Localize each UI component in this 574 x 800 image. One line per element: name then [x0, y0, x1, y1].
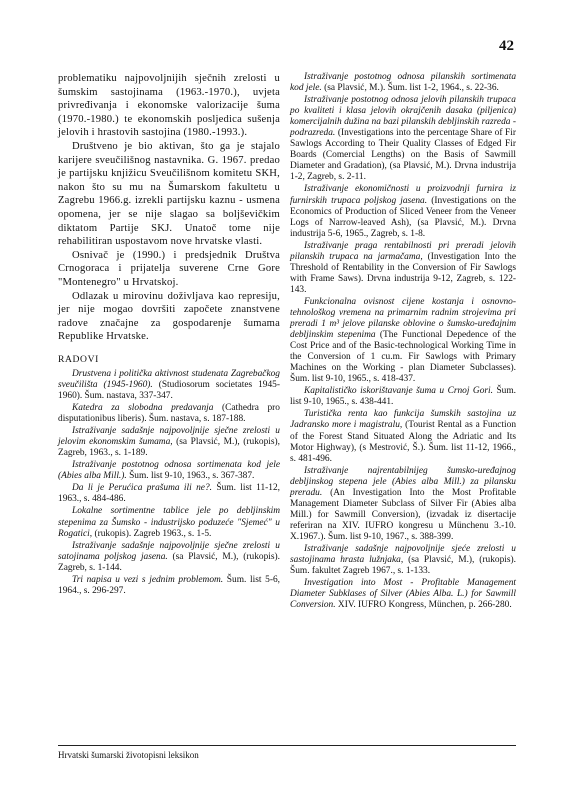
work-entry — [58, 541, 280, 574]
work-entry — [58, 506, 280, 539]
work-details: (Investigations on the Economics of Production of Sliced Veneer from the Veneer Logs of Narrow-leaved Ash), (sa Plavsić, M.). Drvna industrija 5-6, 1965., Zagreb, s. 1-8. — [290, 195, 516, 239]
work-details: (Tourist Rental as a Function of the Forest Stand Situated Along the Adriatic and Its Motor Highway), (s Mestrović, Š.). Šum. list 11-12, 1966., s. 481-496. — [290, 420, 517, 464]
work-title: Turistička renta kao funkcija šumskih sastojina uz Jadransko more i magistralu, — [290, 409, 516, 431]
page-number: 42 — [499, 38, 514, 54]
work-title: Istraživanje sadašnje najpovoljnije sjeće zrelosti u sastojinama hrasta lužnjaka, — [290, 543, 516, 566]
work-details: (Investigations into the percentage Share of Fir Sawlogs According to Their Quality Classes of Edged Fir Boards (Comercial Lengths) on the Basis of Sawmill Diameter and Gradation), (sa Plavsić, M.). Drvna industrija 1-2, Zagreb, s. 2-11. — [290, 128, 516, 183]
works-list-left — [58, 369, 280, 597]
work-title: Investigation into Most - Profitable Management Diameter Subklases of Silver (Abies Alba. L.) for Sawmill Conversion. — [290, 578, 516, 611]
work-entry — [58, 483, 280, 505]
left-column — [58, 72, 280, 598]
work-entry — [58, 575, 280, 597]
work-details: (Cathedra pro disputationibus liberis). Šum. nastava, s. 187-188. — [58, 403, 280, 425]
work-title: Istraživanje praga rentabilnosti pri preradi jelovih pilanskih trupaca na jarmačama, — [290, 240, 516, 262]
work-entry — [290, 297, 516, 385]
section-title: RADOVI — [58, 353, 99, 365]
work-entry — [58, 426, 280, 459]
work-title: Istraživanje postotnog odnosa jelovih pilanskih trupaca po kvaliteti i klasa jelovih okrajčenih dasaka (piljenica) komercijalnih dužina na bazi pilanskih debljinskih razreda - podrazreda. — [290, 95, 516, 139]
work-title: Da li je Perućica prašuma ili ne?. — [72, 483, 213, 494]
work-details: (An Investigation Into the Most Profitable Management Diameter Subclass of Silver Fir (Abies alba Mill.) for Sawmill Conversion), (izvadak iz disertacije referiran na XIV. IUFRO kongresu u Münchenu 3.-10. X.1967.). Šum. list 9-10, 1967., s. 388-399. — [290, 487, 516, 542]
work-details: (sa Plavsić, M.), (rukopis). Zagreb, s. 1-144. — [58, 551, 280, 573]
work-details: (sa Plavsić, M.), (rukopis), Zagreb, 1963., s. 1-189. — [58, 437, 281, 459]
work-entry — [290, 95, 516, 183]
work-details: Šum. list 5-6, 1964., s. 296-297. — [58, 574, 280, 596]
work-details: (Studiosorum societates 1945-1960). Šum. nastava, 337-347. — [58, 379, 280, 402]
work-entry — [58, 403, 280, 425]
bio-paragraph: Osnivač je (1990.) i predsjednik Društva Crnogoraca i prijatelja suverene Crne Gore "Montenegro" u Hrvatskoj. — [58, 249, 280, 288]
work-title: Istraživanje sadašnje najpovoljnije sječne zrelosti u jelovim ekonomskim šumama, — [58, 426, 280, 448]
work-entry — [290, 72, 516, 94]
work-title: Istraživanje najrentabilnijeg šumsko-uređajnog debljinskog stepena jele (Abies alba Mill.) za pilansku preradu. — [290, 465, 516, 498]
work-details: (sa Plavsić, M.). Šum. list 1-2, 1964., s. 22-36. — [321, 83, 499, 94]
work-entry — [290, 578, 516, 611]
bio-paragraph: Odlazak u mirovinu doživljava kao represiju, jer nije mogao dovršiti započete znanstvene radove značajne za gospodarenje šumama Republike Hrvatske. — [58, 290, 280, 343]
biography-text — [58, 72, 280, 344]
work-title: Lokalne sortimentne tablice jele po debljinskim stepenima za Šumsko - industrijsko poduzeće "Sjemeć" u Rogatici, — [58, 506, 280, 539]
work-entry — [290, 184, 516, 239]
work-title: Istraživanje postotnog odnosa pilanskih sortimenata kod jele. — [290, 72, 516, 94]
work-details: (The Functional Depedence of the Cost Price and of the Basic-technological Working Time in the Conversion of 1 cu.m. Fir Sawlogs with Primary Machines on the Working - plan Diameter Subclasses). Šum. list 9-10, 1965., s. 418-437. — [290, 330, 516, 385]
right-column — [290, 72, 516, 612]
work-entry — [290, 409, 516, 464]
work-entry — [290, 241, 516, 296]
works-list-right — [290, 72, 516, 611]
work-entry — [58, 369, 280, 402]
work-details: XIV. IUFRO Kongress, München, p. 266-280. — [335, 600, 512, 611]
work-title: Istraživanje sadašnje najpovoljnije sječne zrelosti u satojinama poljskog jasena. — [58, 540, 280, 562]
work-details: (rukopis). Zagreb 1963., s. 1-5. — [92, 528, 212, 539]
work-entry — [290, 386, 516, 408]
work-entry — [58, 460, 280, 482]
work-details: Šum. list 9-10, 1963., s. 367-387. — [126, 471, 255, 482]
work-details: Šum. list 11-12, 1963., s. 484-486. — [58, 483, 280, 505]
work-entry — [290, 544, 516, 577]
page-footer: Hrvatski šumarski životopisni leksikon — [58, 745, 516, 760]
bio-paragraph: Društveno je bio aktivan, što ga je stajalo karijere sveučilišnog nastavnika. G. 1967. predao je partijsku knjižicu Sveučilišnom komitetu SKH, nakon što su mu na Šumarskom fakultetu u Zagrebu 1966.g. izrekli partijsku kaznu - usmena opomena, jer se nije slagao sa boljševičkim diktatom Partije SKJ. Unatoč tome nije rehabilitiran uspostavom nove hrvatske vlasti. — [58, 140, 280, 248]
work-title: Funkcionalna ovisnost cijene kostanja i osnovno-tehnološkog vremena na primarnim radnim strojevima pri preradi 1 m³ jelove pilanske oblovine o šumsko-uređajnim debljinskim stepenima — [290, 296, 516, 341]
work-title: Istraživanje ekonomičnosti u proizvodnji furnira iz furnirskih trupaca poljskog jasena. — [290, 184, 516, 206]
work-details: (sa Plavsić, M.), (rukopis). Šum. fakultet Zagreb 1967., s. 1-133. — [290, 555, 516, 577]
work-details: (Investigation Into the Threshold of Rentability in the Conversion of Fir Sawlogs with Frame Saws). Drvna industrija 9-12, Zagreb, s. 122-143. — [290, 251, 516, 295]
work-title: Istraživanje postotnog odnosa sortimenata kod jele (Abies alba Mill.). — [58, 460, 280, 482]
work-title: Tri napisa u vezi s jednim problemom. — [72, 574, 224, 585]
bio-paragraph: problematiku najpovoljnijih sječnih zrelosti u šumskim sastojinama (1963.-1970.), uvjeta privređivanja i ekonomske valorizacije šuma (1970.-1980.) te ekonomskih posljedica sušenja jelovih i hrastovih sastojina (1980.-1993.). — [58, 73, 280, 139]
work-title: Kapitalističko iskorištavanje šuma u Crnoj Gori. — [304, 386, 493, 397]
work-entry — [290, 466, 516, 543]
work-details: Šum. list 9-10, 1965., s. 438-441. — [290, 386, 516, 408]
work-title: Drustvena i politička aktivnost studenata Zagrebačkog sveučilišta (1945-1960). — [58, 368, 280, 390]
work-title: Katedra za slobodna predavanja — [72, 403, 214, 414]
